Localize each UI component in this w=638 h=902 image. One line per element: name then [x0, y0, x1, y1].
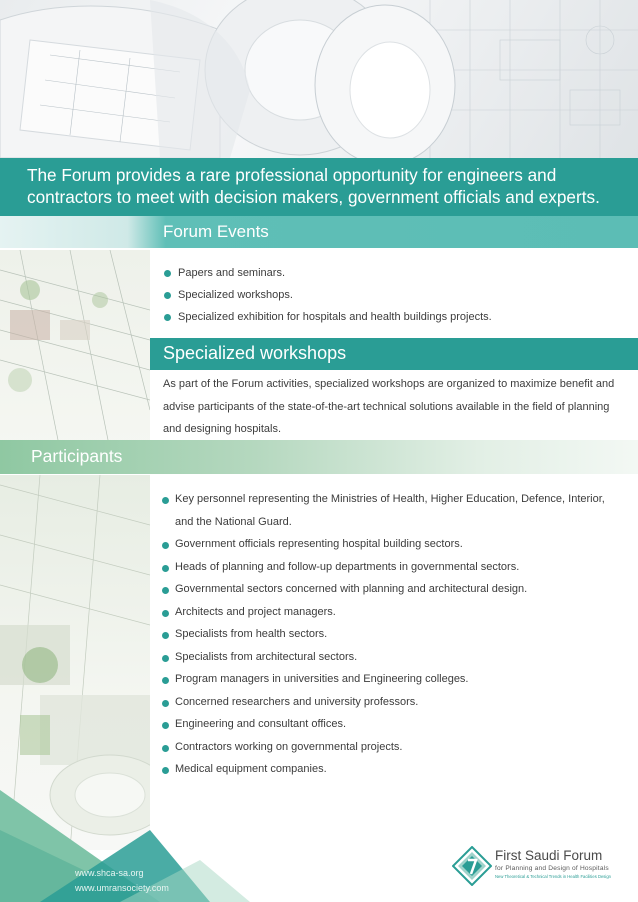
- section-heading: Specialized workshops: [163, 343, 347, 363]
- tagline-banner: The Forum provides a rare professional opportunity for engineers and contractors to meet with decision makers, government officials and experts.: [0, 158, 638, 216]
- list-item: Specialists from health sectors.: [161, 623, 621, 646]
- list-item: Engineering and consultant offices.: [161, 713, 621, 736]
- footer-links: [75, 866, 169, 896]
- section-heading: Participants: [31, 446, 123, 466]
- list-item: Program managers in universities and Engineering colleges.: [161, 668, 621, 691]
- list-item: Specialized workshops.: [163, 284, 633, 306]
- list-item: Government officials representing hospital building sectors.: [161, 533, 621, 556]
- list-item: Specialists from architectural sectors.: [161, 646, 621, 669]
- website-link[interactable]: www.umransociety.com: [75, 883, 169, 893]
- logo-subtitle: for Planning and Design of Hospitals: [495, 865, 609, 872]
- list-item: Architects and project managers.: [161, 601, 621, 624]
- section-heading: Forum Events: [163, 222, 269, 241]
- participants-header: [0, 440, 638, 474]
- workshops-paragraph: As part of the Forum activities, specialized workshops are organized to maximize benefit and advise participants of the state-of-the-art technical solutions available in the field of planning and designing hospitals.: [163, 378, 615, 435]
- forum-events-list: [163, 262, 633, 328]
- list-item: Heads of planning and follow-up departments in governmental sectors.: [161, 556, 621, 579]
- logo-tagline: New Theoretical & Technical Trends in Health Facilities Design: [495, 874, 611, 879]
- website-link[interactable]: www.shca-sa.org: [75, 868, 144, 878]
- forum-logo: [452, 846, 632, 886]
- list-item: Contractors working on governmental projects.: [161, 736, 621, 759]
- list-item: Papers and seminars.: [163, 262, 633, 284]
- specialized-workshops-header: [150, 338, 638, 370]
- list-item: Governmental sectors concerned with planning and architectural design.: [161, 578, 621, 601]
- forum-events-header: [0, 216, 638, 248]
- hero-blueprint-image: [0, 0, 638, 158]
- logo-diamond-icon: [452, 846, 492, 886]
- logo-title: First Saudi Forum: [495, 848, 603, 863]
- list-item: Medical equipment companies.: [161, 758, 621, 781]
- architecture-sketch-image: [0, 250, 150, 450]
- list-item: Key personnel representing the Ministries of Health, Higher Education, Defence, Interior, and the National Guard.: [161, 488, 621, 533]
- list-item: Specialized exhibition for hospitals and health buildings projects.: [163, 306, 633, 328]
- list-item: Concerned researchers and university professors.: [161, 691, 621, 714]
- participants-list: [161, 488, 621, 781]
